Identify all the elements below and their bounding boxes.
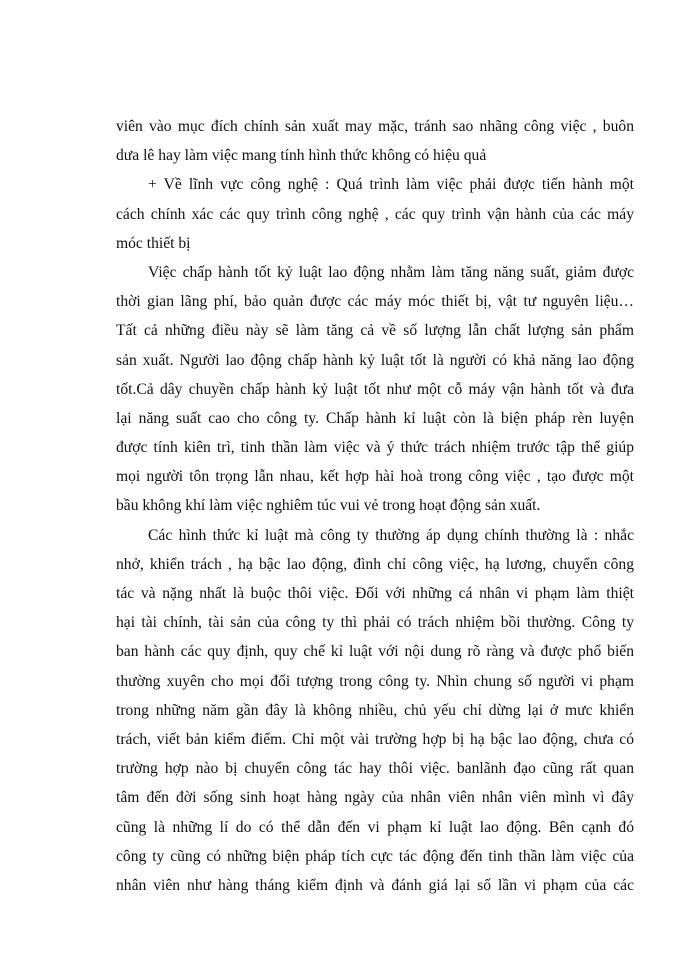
text-line: nhở, khiển trách , hạ bậc lao động, đình chỉ công việc, hạ lương, chuyển công xyxy=(116,555,634,573)
text-line: thường xuyên cho mọi đối tượng trong công ty. Nhìn chung số người vi phạm xyxy=(116,672,634,690)
text-line: trường hợp nào bị chuyển công tác hay thôi việc. banlãnh đạo cũng rất quan xyxy=(116,760,634,778)
text-line: cách chính xác các quy trình công nghệ , các quy trình vận hành của các máy xyxy=(116,205,634,223)
text-line: Các hình thức kỉ luật mà công ty thường áp dụng chính thường là : nhắc xyxy=(148,526,634,544)
document-page xyxy=(116,112,634,900)
text-line: cũng là những lí do có thể dẫn đến vi phạm kỉ luật lao động. Bên cạnh đó xyxy=(116,818,634,836)
text-line: dưa lê hay làm việc mang tính hình thức không có hiệu quả xyxy=(116,147,487,165)
text-line: viên vào mục đích chính sản xuất may mặc, tránh sao nhãng công việc , buôn xyxy=(116,118,634,135)
text-line: tốt.Cả dây chuyền chấp hành kỷ luật tốt như một cỗ máy vận hành tốt và đưa xyxy=(116,380,634,398)
text-line: mọi người tôn trọng lẫn nhau, kết hợp hài hoà trong công việc , tạo được một xyxy=(116,468,634,486)
paragraph xyxy=(116,170,634,258)
text-line: hại tài chính, tài sản của công ty thì phải có trách nhiệm bồi thường. Công ty xyxy=(116,614,634,632)
text-line: sản xuất. Người lao động chấp hành kỷ luật tốt là người có khả năng lao động xyxy=(116,351,634,369)
text-line: thời gian lãng phí, bảo quản được các máy móc thiết bị, vật tư nguyên liệu… xyxy=(116,293,634,311)
text-line: móc thiết bị xyxy=(116,234,191,252)
text-line: được tính kiên trì, tinh thần làm việc và ý thức trách nhiệm trước tập thể giúp xyxy=(116,439,634,457)
paragraph xyxy=(116,258,634,521)
text-line: tác và nặng nhất là buộc thôi việc. Đối với những cá nhân vi phạm làm thiệt xyxy=(116,585,634,602)
text-line: bầu không khí làm việc nghiêm túc vui vẻ trong hoạt động sản xuất. xyxy=(116,497,541,515)
text-line: lại năng suất cao cho công ty. Chấp hành kỉ luật còn là biện pháp rèn luyện xyxy=(116,409,634,427)
paragraph xyxy=(116,521,634,900)
text-line: Việc chấp hành tốt kỷ luật lao động nhằm làm tăng năng suất, giảm được xyxy=(148,263,634,281)
text-line: trong những năm gần đây là không nhiều, chủ yếu chỉ dừng lại ở mưc khiển xyxy=(116,701,634,719)
text-line: trách, viết bản kiểm điểm. Chỉ một vài trường hợp bị hạ bậc lao động, chưa có xyxy=(116,730,634,748)
text-line: + Về lĩnh vực công nghệ : Quá trình làm việc phải được tiến hành một xyxy=(148,176,634,194)
text-line: công ty cũng có những biện pháp tích cực tác động đến tinh thần làm việc của xyxy=(116,847,634,865)
text-line: ban hành các quy định, quy chế kỉ luật với nội dung rõ ràng và được phổ biến xyxy=(116,643,634,661)
text-line: tâm đến đời sống sinh hoạt hàng ngày của nhân viên nhân viên mình vì đây xyxy=(116,789,634,807)
paragraph xyxy=(116,112,634,170)
text-line: nhân viên như hàng tháng kiểm định và đánh giá lại số lần vi phạm của các xyxy=(116,876,634,894)
body-text xyxy=(116,112,634,900)
text-line: Tất cả những điều này sẽ làm tăng cả về số lượng lẫn chất lượng sản phẩm xyxy=(116,322,634,340)
